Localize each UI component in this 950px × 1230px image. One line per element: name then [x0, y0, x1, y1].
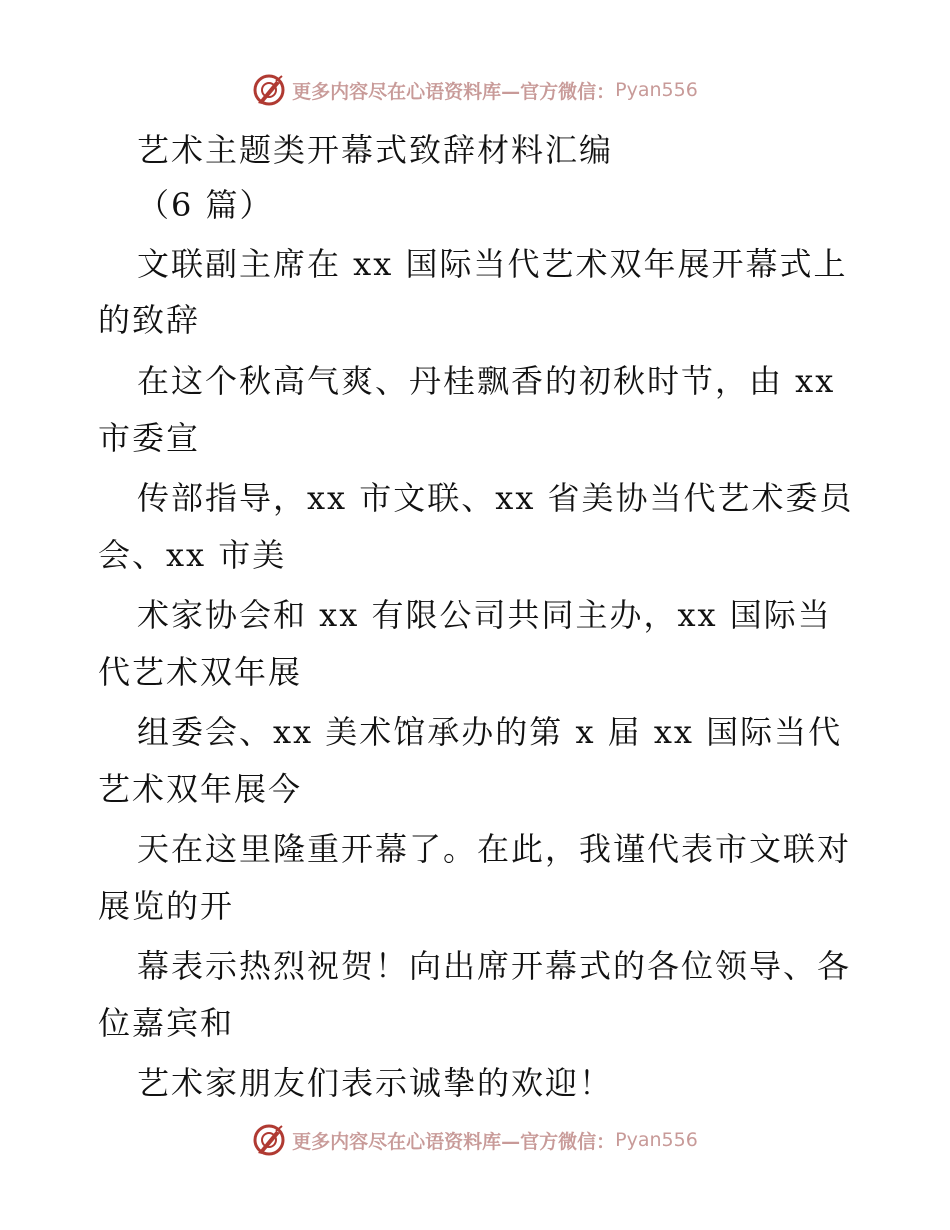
- paragraph-line: 在这个秋高气爽、丹桂飘香的初秋时节，由 xx: [137, 362, 836, 400]
- footer-banner: [0, 1120, 950, 1160]
- banner-wechat-id: Pyan556: [615, 1129, 698, 1151]
- paragraph-line: 组委会、xx 美术馆承办的第 x 届 xx 国际当代: [137, 713, 843, 751]
- paragraph-line: 文联副主席在 xx 国际当代艺术双年展开幕式上: [137, 245, 848, 283]
- paragraph-line: 天在这里隆重开幕了。在此，我谨代表市文联对: [137, 830, 852, 868]
- paragraph-line: 展览的开: [98, 887, 235, 925]
- header-banner: [0, 70, 950, 110]
- banner-text: 更多内容尽在心语资料库—官方微信：: [292, 1130, 616, 1153]
- paragraph-line: 的致辞: [98, 301, 201, 339]
- document-subtitle: （6 篇）: [137, 186, 274, 224]
- paragraph-line: 市委宣: [98, 419, 201, 457]
- paragraph-line: 幕表示热烈祝贺！向出席开幕式的各位领导、各: [137, 947, 852, 985]
- paragraph-line: 术家协会和 xx 有限公司共同主办，xx 国际当: [137, 596, 832, 634]
- paragraph-line: 传部指导，xx 市文联、xx 省美协当代艺术委员: [137, 479, 854, 517]
- banner-text: 更多内容尽在心语资料库—官方微信：: [292, 80, 616, 103]
- document-title: 艺术主题类开幕式致辞材料汇编: [137, 131, 614, 169]
- paragraph-line: 会、xx 市美: [98, 536, 287, 574]
- paragraph-line: 代艺术双年展: [98, 653, 303, 691]
- banner-wechat-id: Pyan556: [615, 79, 698, 101]
- quill-seal-icon: [252, 73, 286, 107]
- paragraph-line: 艺术双年展今: [98, 770, 303, 808]
- paragraph-line: 位嘉宾和: [98, 1004, 235, 1042]
- quill-seal-icon: [252, 1123, 286, 1157]
- paragraph-line: 艺术家朋友们表示诚挚的欢迎！: [137, 1064, 614, 1102]
